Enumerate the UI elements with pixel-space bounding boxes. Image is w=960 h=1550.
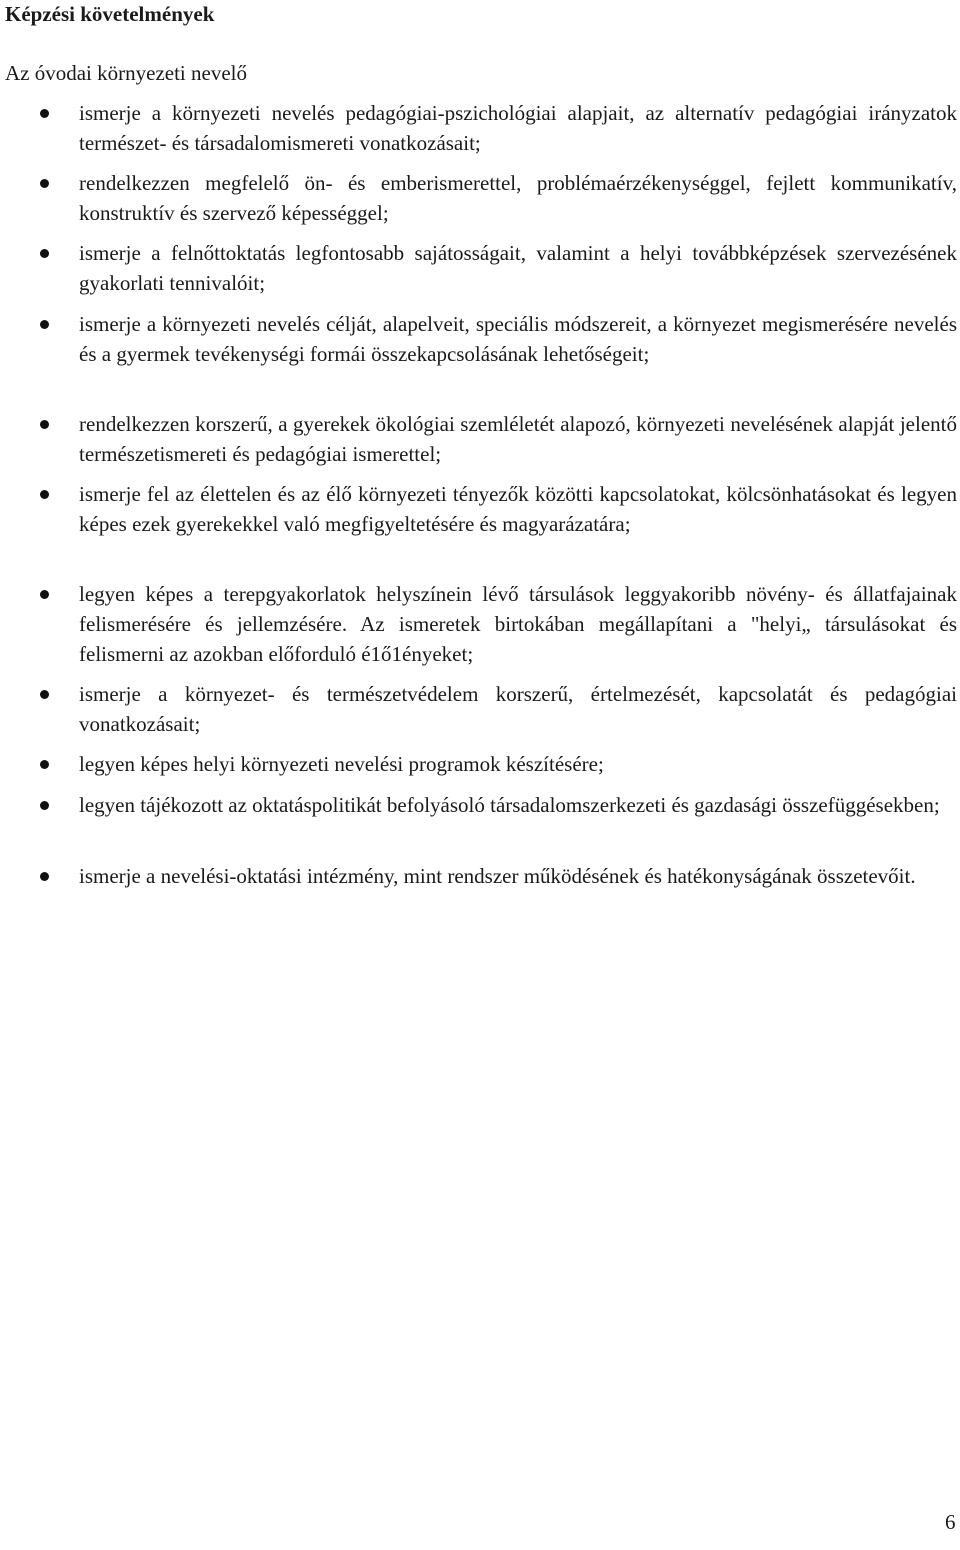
list-item-text: ismerje a környezeti nevelés célját, alapelveit, speciális módszereit, a környezet megismerésére nevelés és a gyermek tevékenységi formái összekapcsolásának lehetőségeit; [79, 312, 957, 366]
page-title: Képzési követelmények [5, 2, 215, 26]
list-item [79, 168, 957, 228]
bullet-icon [40, 420, 49, 429]
bullet-icon [40, 801, 49, 810]
list-item-text: legyen tájékozott az oktatáspolitikát befolyásoló társadalomszerkezeti és gazdasági összefüggésekben; [79, 793, 940, 817]
list-item-text: ismerje fel az élettelen és az élő környezeti tényezők közötti kapcsolatokat, kölcsönhatásokat és legyen képes ezek gyerekekkel való megfigyeltetésére és magyarázatára; [79, 482, 957, 536]
bullet-icon [40, 490, 49, 499]
list-item-text: legyen képes helyi környezeti nevelési programok készítésére; [79, 752, 604, 776]
list-item [79, 238, 957, 298]
bullet-icon [40, 249, 49, 258]
bullet-icon [40, 690, 49, 699]
list-item-text: ismerje a környezeti nevelés pedagógiai-pszichológiai alapjait, az alternatív pedagógiai irányzatok természet- és társadalomismereti vonatkozásait; [79, 101, 957, 155]
list-item [79, 861, 957, 891]
list-item [79, 749, 957, 779]
bullet-icon [40, 320, 49, 329]
list-item [79, 679, 957, 739]
list-item-text: ismerje a környezet- és természetvédelem korszerű, értelmezését, kapcsolatát és pedagógiai vonatkozásait; [79, 682, 957, 736]
list-item [79, 790, 957, 820]
list-item-text: rendelkezzen korszerű, a gyerekek ökológiai szemléletét alapozó, környezeti nevelésének alapját jelentő természetismereti és pedagógiai ismerettel; [79, 412, 957, 466]
bullet-icon [40, 179, 49, 188]
list-item [79, 579, 957, 669]
bullet-icon [40, 590, 49, 599]
bullet-icon [40, 872, 49, 881]
list-item-text: legyen képes a terepgyakorlatok helyszínein lévő társulások leggyakoribb növény- és állatfajainak felismerésére és jellemzésére. Az ismeretek birtokában megállapítani a "helyi„ társulásokat és felismerni az azokban előforduló é1ő1ényeket; [79, 582, 957, 666]
page-number: 6 [945, 1510, 956, 1534]
list-item [79, 409, 957, 469]
bullet-icon [40, 760, 49, 769]
list-item [79, 309, 957, 369]
list-item-text: rendelkezzen megfelelő ön- és emberismerettel, problémaérzékenységgel, fejlett kommunikatív, konstruktív és szervező képességgel; [79, 171, 957, 225]
list-item-text: ismerje a nevelési-oktatási intézmény, mint rendszer működésének és hatékonyságának összetevőit. [79, 864, 916, 888]
list-item [79, 479, 957, 539]
bullet-icon [40, 109, 49, 118]
list-item [79, 98, 957, 158]
intro-text: Az óvodai környezeti nevelő [5, 61, 247, 85]
list-item-text: ismerje a felnőttoktatás legfontosabb sajátosságait, valamint a helyi továbbképzések szervezésének gyakorlati tennivalóit; [79, 241, 957, 295]
